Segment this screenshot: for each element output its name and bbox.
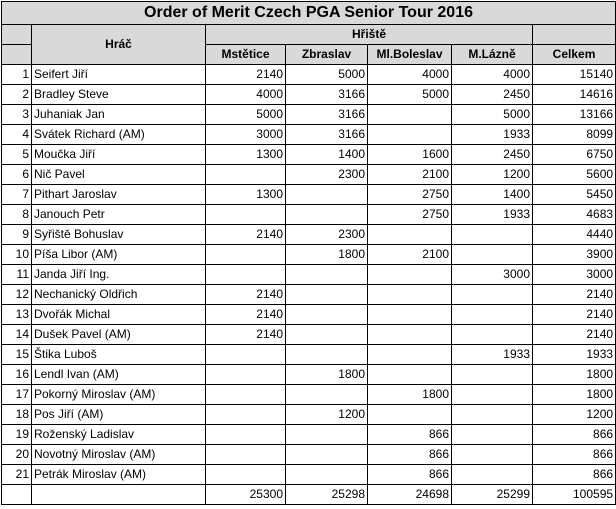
player-name-cell: Nič Pavel	[32, 165, 206, 185]
table-row	[2, 305, 616, 325]
rank-cell: 4	[2, 125, 32, 145]
score-cell: 1933	[452, 125, 533, 145]
total-cell: 2140	[533, 285, 616, 305]
player-name-cell: Janouch Petr	[32, 205, 206, 225]
total-cell: 1800	[533, 365, 616, 385]
rank-cell: 2	[2, 85, 32, 105]
rank-cell: 11	[2, 265, 32, 285]
score-cell: 1200	[286, 405, 368, 425]
score-cell: 1300	[206, 145, 286, 165]
score-cell	[452, 285, 533, 305]
table-row	[2, 265, 616, 285]
total-cell: 3900	[533, 245, 616, 265]
player-header: Hráč	[32, 25, 206, 65]
course-total-cell: 25300	[206, 485, 286, 505]
player-name-cell: Lendl Ivan (AM)	[32, 365, 206, 385]
total-cell: 1800	[533, 385, 616, 405]
score-cell: 2300	[286, 225, 368, 245]
score-cell: 1600	[368, 145, 452, 165]
score-cell: 1800	[368, 385, 452, 405]
total-cell: 4440	[533, 225, 616, 245]
player-name-cell: Dušek Pavel (AM)	[32, 325, 206, 345]
rank-cell: 9	[2, 225, 32, 245]
course-header-mstetice: Mstětice	[206, 45, 286, 65]
table-row	[2, 285, 616, 305]
rank-cell: 5	[2, 145, 32, 165]
score-cell	[206, 245, 286, 265]
table-row	[2, 205, 616, 225]
score-cell: 3166	[286, 85, 368, 105]
player-name-cell: Roženský Ladislav	[32, 425, 206, 445]
total-cell: 15140	[533, 65, 616, 85]
score-cell: 4000	[368, 65, 452, 85]
header-row-1	[2, 25, 616, 45]
course-total-cell: 25299	[452, 485, 533, 505]
score-cell	[206, 365, 286, 385]
rank-cell: 8	[2, 205, 32, 225]
score-cell: 4000	[452, 65, 533, 85]
score-cell	[452, 425, 533, 445]
table-row	[2, 385, 616, 405]
score-cell	[206, 465, 286, 485]
courses-group-header: Hřiště	[206, 25, 533, 45]
score-cell	[286, 465, 368, 485]
rank-cell: 17	[2, 385, 32, 405]
totals-rank-blank	[2, 485, 32, 505]
score-cell: 5000	[286, 65, 368, 85]
score-cell	[368, 305, 452, 325]
total-cell: 3000	[533, 265, 616, 285]
score-cell: 2140	[206, 305, 286, 325]
score-cell	[368, 345, 452, 365]
score-cell: 2100	[368, 165, 452, 185]
course-header-mlboleslav: Ml.Boleslav	[368, 45, 452, 65]
score-cell	[368, 325, 452, 345]
player-name-cell: Novotný Miroslav (AM)	[32, 445, 206, 465]
score-cell	[286, 185, 368, 205]
score-cell: 4000	[206, 85, 286, 105]
score-cell	[206, 445, 286, 465]
score-cell: 866	[368, 465, 452, 485]
player-name-cell: Nechanický Oldřich	[32, 285, 206, 305]
table-row	[2, 225, 616, 245]
course-total-cell: 25298	[286, 485, 368, 505]
rank-cell: 16	[2, 365, 32, 385]
table-row	[2, 245, 616, 265]
player-name-cell: Pithart Jaroslav	[32, 185, 206, 205]
score-cell: 1800	[286, 245, 368, 265]
score-cell	[206, 165, 286, 185]
score-cell	[452, 385, 533, 405]
table-row	[2, 165, 616, 185]
score-cell	[368, 125, 452, 145]
score-cell: 5000	[452, 105, 533, 125]
score-cell: 866	[368, 445, 452, 465]
score-cell: 2300	[286, 165, 368, 185]
player-name-cell: Pokorný Miroslav (AM)	[32, 385, 206, 405]
score-cell	[206, 425, 286, 445]
score-cell: 866	[368, 425, 452, 445]
table-row	[2, 445, 616, 465]
score-cell: 2140	[206, 65, 286, 85]
player-name-cell: Pos Jiří (AM)	[32, 405, 206, 425]
order-of-merit-table	[1, 1, 616, 505]
rank-cell: 21	[2, 465, 32, 485]
score-cell: 3166	[286, 105, 368, 125]
score-cell	[286, 205, 368, 225]
title-row	[2, 2, 616, 25]
score-cell: 2750	[368, 185, 452, 205]
score-cell	[206, 265, 286, 285]
score-cell	[452, 245, 533, 265]
score-cell: 1200	[452, 165, 533, 185]
rank-header-blank	[2, 25, 32, 45]
total-cell: 4683	[533, 205, 616, 225]
player-name-cell: Janda Jiří Ing.	[32, 265, 206, 285]
score-cell	[452, 465, 533, 485]
totals-row	[2, 485, 616, 505]
player-name-cell: Syřiště Bohuslav	[32, 225, 206, 245]
score-cell	[452, 225, 533, 245]
score-cell: 5000	[368, 85, 452, 105]
score-cell	[286, 285, 368, 305]
total-cell: 2140	[533, 305, 616, 325]
rank-cell: 7	[2, 185, 32, 205]
total-cell: 1933	[533, 345, 616, 365]
score-cell	[286, 385, 368, 405]
rank-cell: 12	[2, 285, 32, 305]
score-cell: 1800	[286, 365, 368, 385]
course-header-mlazne: M.Lázně	[452, 45, 533, 65]
total-cell: 14616	[533, 85, 616, 105]
table-row	[2, 465, 616, 485]
player-name-cell: Bradley Steve	[32, 85, 206, 105]
score-cell: 1400	[452, 185, 533, 205]
rank-cell: 14	[2, 325, 32, 345]
score-cell	[452, 325, 533, 345]
score-cell	[452, 365, 533, 385]
score-cell	[452, 445, 533, 465]
table-row	[2, 405, 616, 425]
rank-cell: 18	[2, 405, 32, 425]
score-cell	[206, 345, 286, 365]
score-cell: 3166	[286, 125, 368, 145]
rank-cell: 1	[2, 65, 32, 85]
score-cell: 2140	[206, 225, 286, 245]
course-header-zbraslav: Zbraslav	[286, 45, 368, 65]
score-cell	[206, 385, 286, 405]
score-cell: 2450	[452, 145, 533, 165]
total-cell: 2140	[533, 325, 616, 345]
player-name-cell: Dvořák Michal	[32, 305, 206, 325]
score-cell: 1400	[286, 145, 368, 165]
table-row	[2, 185, 616, 205]
table-row	[2, 105, 616, 125]
total-header: Celkem	[533, 45, 616, 65]
score-cell: 5000	[206, 105, 286, 125]
table-row	[2, 425, 616, 445]
score-cell: 1933	[452, 345, 533, 365]
player-name-cell: Moučka Jiří	[32, 145, 206, 165]
score-cell	[368, 105, 452, 125]
table-row	[2, 125, 616, 145]
score-cell	[452, 405, 533, 425]
score-cell: 2100	[368, 245, 452, 265]
score-cell: 2140	[206, 325, 286, 345]
score-cell: 2450	[452, 85, 533, 105]
score-cell	[286, 345, 368, 365]
rank-cell: 20	[2, 445, 32, 465]
score-cell: 3000	[206, 125, 286, 145]
grand-total-cell: 100595	[533, 485, 616, 505]
score-cell	[368, 405, 452, 425]
score-cell: 2750	[368, 205, 452, 225]
table-row	[2, 65, 616, 85]
total-cell: 13166	[533, 105, 616, 125]
rank-header-blank-2	[2, 45, 32, 65]
score-cell	[368, 265, 452, 285]
rank-cell: 3	[2, 105, 32, 125]
table-title: Order of Merit Czech PGA Senior Tour 2016	[2, 2, 616, 25]
player-name-cell: Juhaniak Jan	[32, 105, 206, 125]
score-cell	[286, 325, 368, 345]
score-cell: 1300	[206, 185, 286, 205]
score-cell	[286, 305, 368, 325]
player-name-cell: Petrák Miroslav (AM)	[32, 465, 206, 485]
table-row	[2, 345, 616, 365]
table-row	[2, 145, 616, 165]
total-cell: 866	[533, 445, 616, 465]
score-cell	[286, 265, 368, 285]
total-cell: 8099	[533, 125, 616, 145]
total-cell: 866	[533, 425, 616, 445]
score-cell	[368, 365, 452, 385]
rank-cell: 10	[2, 245, 32, 265]
table-row	[2, 85, 616, 105]
total-cell: 1200	[533, 405, 616, 425]
score-cell: 2140	[206, 285, 286, 305]
score-cell	[368, 285, 452, 305]
player-name-cell: Píša Libor (AM)	[32, 245, 206, 265]
score-cell: 1933	[452, 205, 533, 225]
score-cell	[206, 405, 286, 425]
total-cell: 866	[533, 465, 616, 485]
total-cell: 5600	[533, 165, 616, 185]
table-row	[2, 325, 616, 345]
score-cell	[286, 425, 368, 445]
rank-cell: 15	[2, 345, 32, 365]
total-header-blank	[533, 25, 616, 45]
score-cell	[452, 305, 533, 325]
score-cell	[286, 445, 368, 465]
score-cell	[206, 205, 286, 225]
table-row	[2, 365, 616, 385]
rank-cell: 13	[2, 305, 32, 325]
total-cell: 5450	[533, 185, 616, 205]
score-cell: 3000	[452, 265, 533, 285]
player-name-cell: Svátek Richard (AM)	[32, 125, 206, 145]
rank-cell: 6	[2, 165, 32, 185]
player-name-cell: Štika Luboš	[32, 345, 206, 365]
course-total-cell: 24698	[368, 485, 452, 505]
score-cell	[368, 225, 452, 245]
total-cell: 6750	[533, 145, 616, 165]
rank-cell: 19	[2, 425, 32, 445]
player-name-cell: Seifert Jiří	[32, 65, 206, 85]
totals-label-blank	[32, 485, 206, 505]
